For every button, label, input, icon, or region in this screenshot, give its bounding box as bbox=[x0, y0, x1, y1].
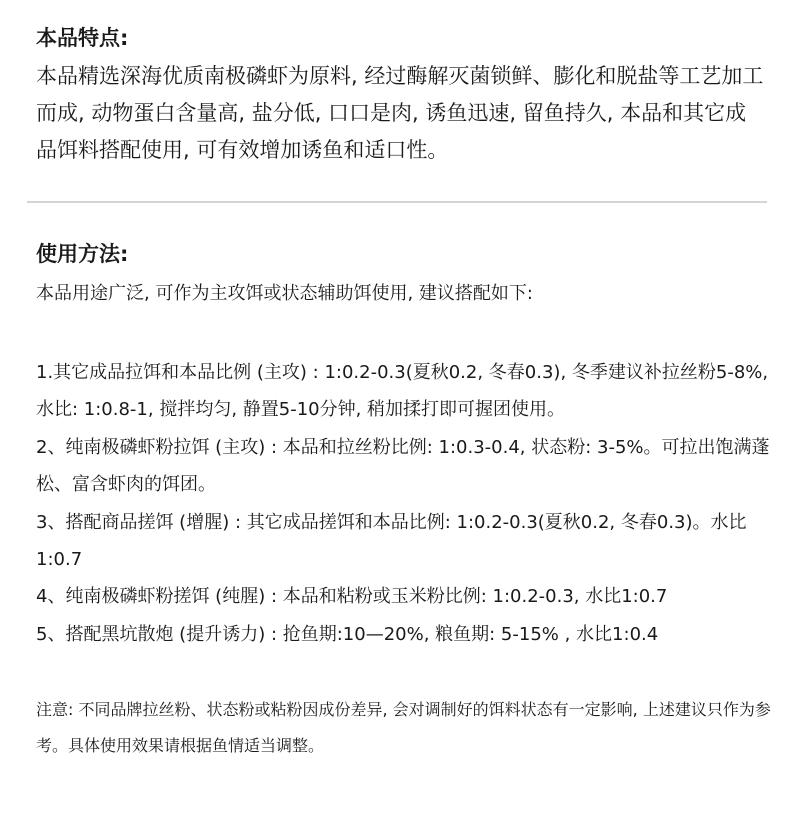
features-description: 本品精选深海优质南极磷虾为原料, 经过酶解灭菌锁鲜、膨化和脱盐等工艺加工而成, 动物蛋白含量高, 盐分低, 口口是肉, 诱鱼迅速, 留鱼持久, 本品和其它成品饵料搭配使用, 可有效增加诱鱼和适口性。 bbox=[36, 64, 764, 162]
usage-step: 4、纯南极磷虾粉搓饵 (纯腥) : 本品和粘粉或玉米粉比例: 1:0.2-0.3, 水比1:0.7 bbox=[36, 586, 668, 608]
usage-intro: 本品用途广泛, 可作为主攻饵或状态辅助饵使用, 建议搭配如下: bbox=[36, 283, 533, 304]
usage-heading: 使用方法: bbox=[36, 242, 129, 266]
section-divider bbox=[27, 201, 767, 203]
usage-step: 5、搭配黑坑散炮 (提升诱力) : 抢鱼期:10—20%, 粮鱼期: 5-15% , 水比1:0.4 bbox=[36, 623, 659, 645]
usage-steps-list bbox=[36, 354, 771, 653]
features-heading: 本品特点: bbox=[36, 26, 129, 50]
usage-step: 1.其它成品拉饵和本品比例 (主攻) : 1:0.2-0.3(夏秋0.2, 冬春0.3), 冬季建议补拉丝粉5-8%, 水比: 1:0.8-1, 搅拌均匀, 静置5-10分钟, 稍加揉打即可握团使用。 bbox=[36, 362, 769, 421]
usage-note: 注意: 不同品牌拉丝粉、状态粉或粘粉因成份差异, 会对调制好的饵料状态有一定影响, 上述建议只作为参考。具体使用效果请根据鱼情适当调整。 bbox=[36, 700, 771, 755]
usage-step: 2、纯南极磷虾粉拉饵 (主攻) : 本品和拉丝粉比例: 1:0.3-0.4, 状态粉: 3-5%。可拉出饱满蓬松、富含虾肉的饵团。 bbox=[36, 436, 770, 496]
usage-step: 3、搭配商品搓饵 (增腥) : 其它成品搓饵和本品比例: 1:0.2-0.3(夏秋0.2, 冬春0.3)。水比1:0.7 bbox=[36, 511, 747, 571]
